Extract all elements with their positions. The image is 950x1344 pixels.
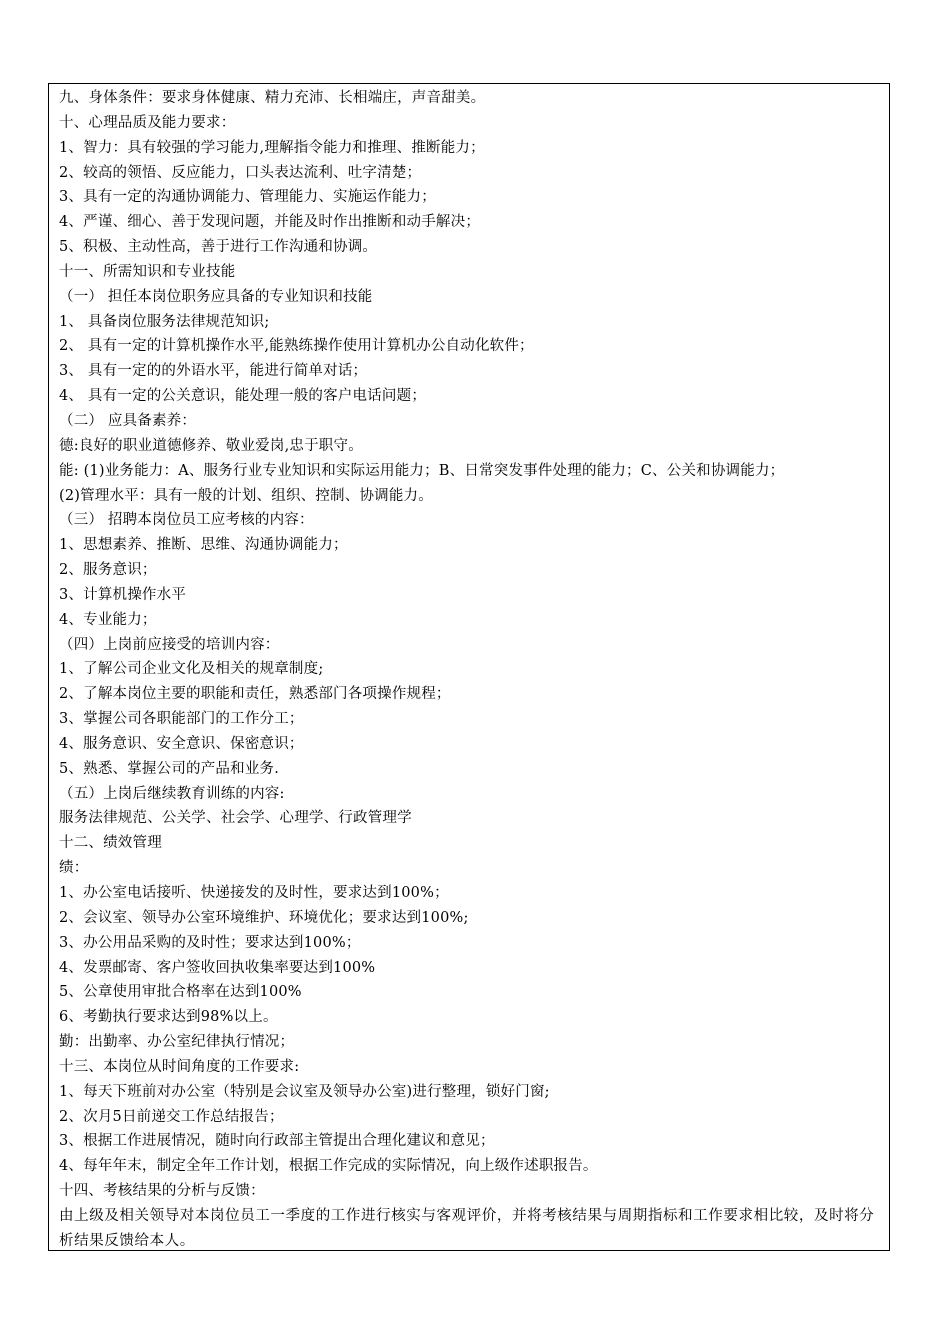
text-line: 4、 具有一定的公关意识，能处理一般的客户电话问题； bbox=[59, 388, 427, 405]
text-line: 2、较高的领悟、反应能力，口头表达流利、吐字清楚； bbox=[59, 164, 422, 181]
text-line: 勤：出勤率、办公室纪律执行情况； bbox=[59, 1034, 295, 1051]
text-line: 1、每天下班前对办公室（特别是会议室及领导办公室)进行整理，锁好门窗; bbox=[59, 1083, 550, 1100]
text-line: 3、 具有一定的的外语水平，能进行简单对话； bbox=[59, 363, 368, 380]
text-line: （五）上岗后继续教育训练的内容: bbox=[59, 785, 285, 802]
text-line: 十三、本岗位从时间角度的工作要求: bbox=[59, 1058, 300, 1075]
text-line: 1、 具备岗位服务法律规范知识; bbox=[59, 313, 270, 330]
text-line: 5、熟悉、掌握公司的产品和业务. bbox=[59, 760, 280, 777]
text-line: 绩： bbox=[59, 860, 89, 877]
text-line: 2、会议室、领导办公室环境维护、环境优化；要求达到100%; bbox=[59, 909, 469, 926]
text-line: 十二、绩效管理 bbox=[59, 835, 162, 852]
text-line: 4、每年年末，制定全年工作计划，根据工作完成的实际情况，向上级作述职报告。 bbox=[59, 1158, 598, 1175]
text-line: 1、智力：具有较强的学习能力,理解指令能力和推理、推断能力； bbox=[59, 139, 485, 156]
text-line: 3、具有一定的沟通协调能力、管理能力、实施运作能力； bbox=[59, 189, 436, 206]
text-line: 能: (1)业务能力：A、服务行业专业知识和实际运用能力；B、日常突发事件处理的能力；C、公关和协调能力； bbox=[59, 462, 785, 479]
text-line: 十一、所需知识和专业技能 bbox=[59, 263, 236, 280]
text-line: 2、次月5日前递交工作总结报告； bbox=[59, 1108, 284, 1125]
text-line: 德:良好的职业道德修养、敬业爱岗,忠于职守。 bbox=[59, 437, 363, 454]
text-line: 十四、考核结果的分析与反馈： bbox=[59, 1183, 265, 1200]
text-line: 4、严谨、细心、善于发现问题，并能及时作出推断和动手解决； bbox=[59, 214, 481, 231]
text-line: 服务法律规范、公关学、社会学、心理学、行政管理学 bbox=[59, 810, 412, 827]
text-line: 1、思想素养、推断、思维、沟通协调能力； bbox=[59, 537, 348, 554]
text-line: 3、计算机操作水平 bbox=[59, 586, 187, 603]
text-line: 1、办公室电话接听、快递接发的及时性，要求达到100%； bbox=[59, 885, 449, 901]
text-line: （二） 应具备素养： bbox=[59, 412, 197, 429]
text-line: 2、服务意识； bbox=[59, 562, 157, 579]
text-line: 4、服务意识、安全意识、保密意识； bbox=[59, 735, 304, 752]
text-line: 十、心理品质及能力要求： bbox=[59, 114, 236, 131]
text-line: （三） 招聘本岗位员工应考核的内容： bbox=[59, 512, 314, 529]
document-body bbox=[59, 86, 881, 1254]
text-line: 九、身体条件：要求身体健康、精力充沛、长相端庄，声音甜美。 bbox=[59, 90, 486, 106]
document-frame bbox=[48, 83, 890, 1251]
text-line: (2)管理水平：具有一般的计划、组织、控制、协调能力。 bbox=[59, 487, 433, 504]
text-line: 3、根据工作进展情况，随时向行政部主管提出合理化建议和意见； bbox=[59, 1133, 495, 1150]
text-line: 4、发票邮寄、客户签收回执收集率要达到100% bbox=[59, 959, 376, 976]
text-line: （四）上岗前应接受的培训内容： bbox=[59, 636, 280, 653]
text-line: 1、了解公司企业文化及相关的规章制度; bbox=[59, 661, 324, 678]
text-line: 5、积极、主动性高，善于进行工作沟通和协调。 bbox=[59, 239, 378, 256]
text-line: 6、考勤执行要求达到98%以上。 bbox=[59, 1009, 278, 1026]
text-line: 4、专业能力； bbox=[59, 611, 157, 628]
text-line: 2、了解本岗位主要的职能和责任，熟悉部门各项操作规程； bbox=[59, 686, 451, 703]
text-line: 2、 具有一定的计算机操作水平,能熟练操作使用计算机办公自动化软件； bbox=[59, 338, 534, 355]
text-line: 3、办公用品采购的及时性；要求达到100%； bbox=[59, 934, 361, 951]
text-line: 3、掌握公司各职能部门的工作分工； bbox=[59, 711, 304, 728]
text-line: 由上级及相关领导对本岗位员工一季度的工作进行核实与客观评价，并将考核结果与周期指标和工作要求相比较，及时将分析结果反馈给本人。 bbox=[59, 1207, 875, 1249]
text-line: 5、公章使用审批合格率在达到100% bbox=[59, 984, 302, 1001]
text-line: （一） 担任本岗位职务应具备的专业知识和技能 bbox=[59, 288, 373, 305]
